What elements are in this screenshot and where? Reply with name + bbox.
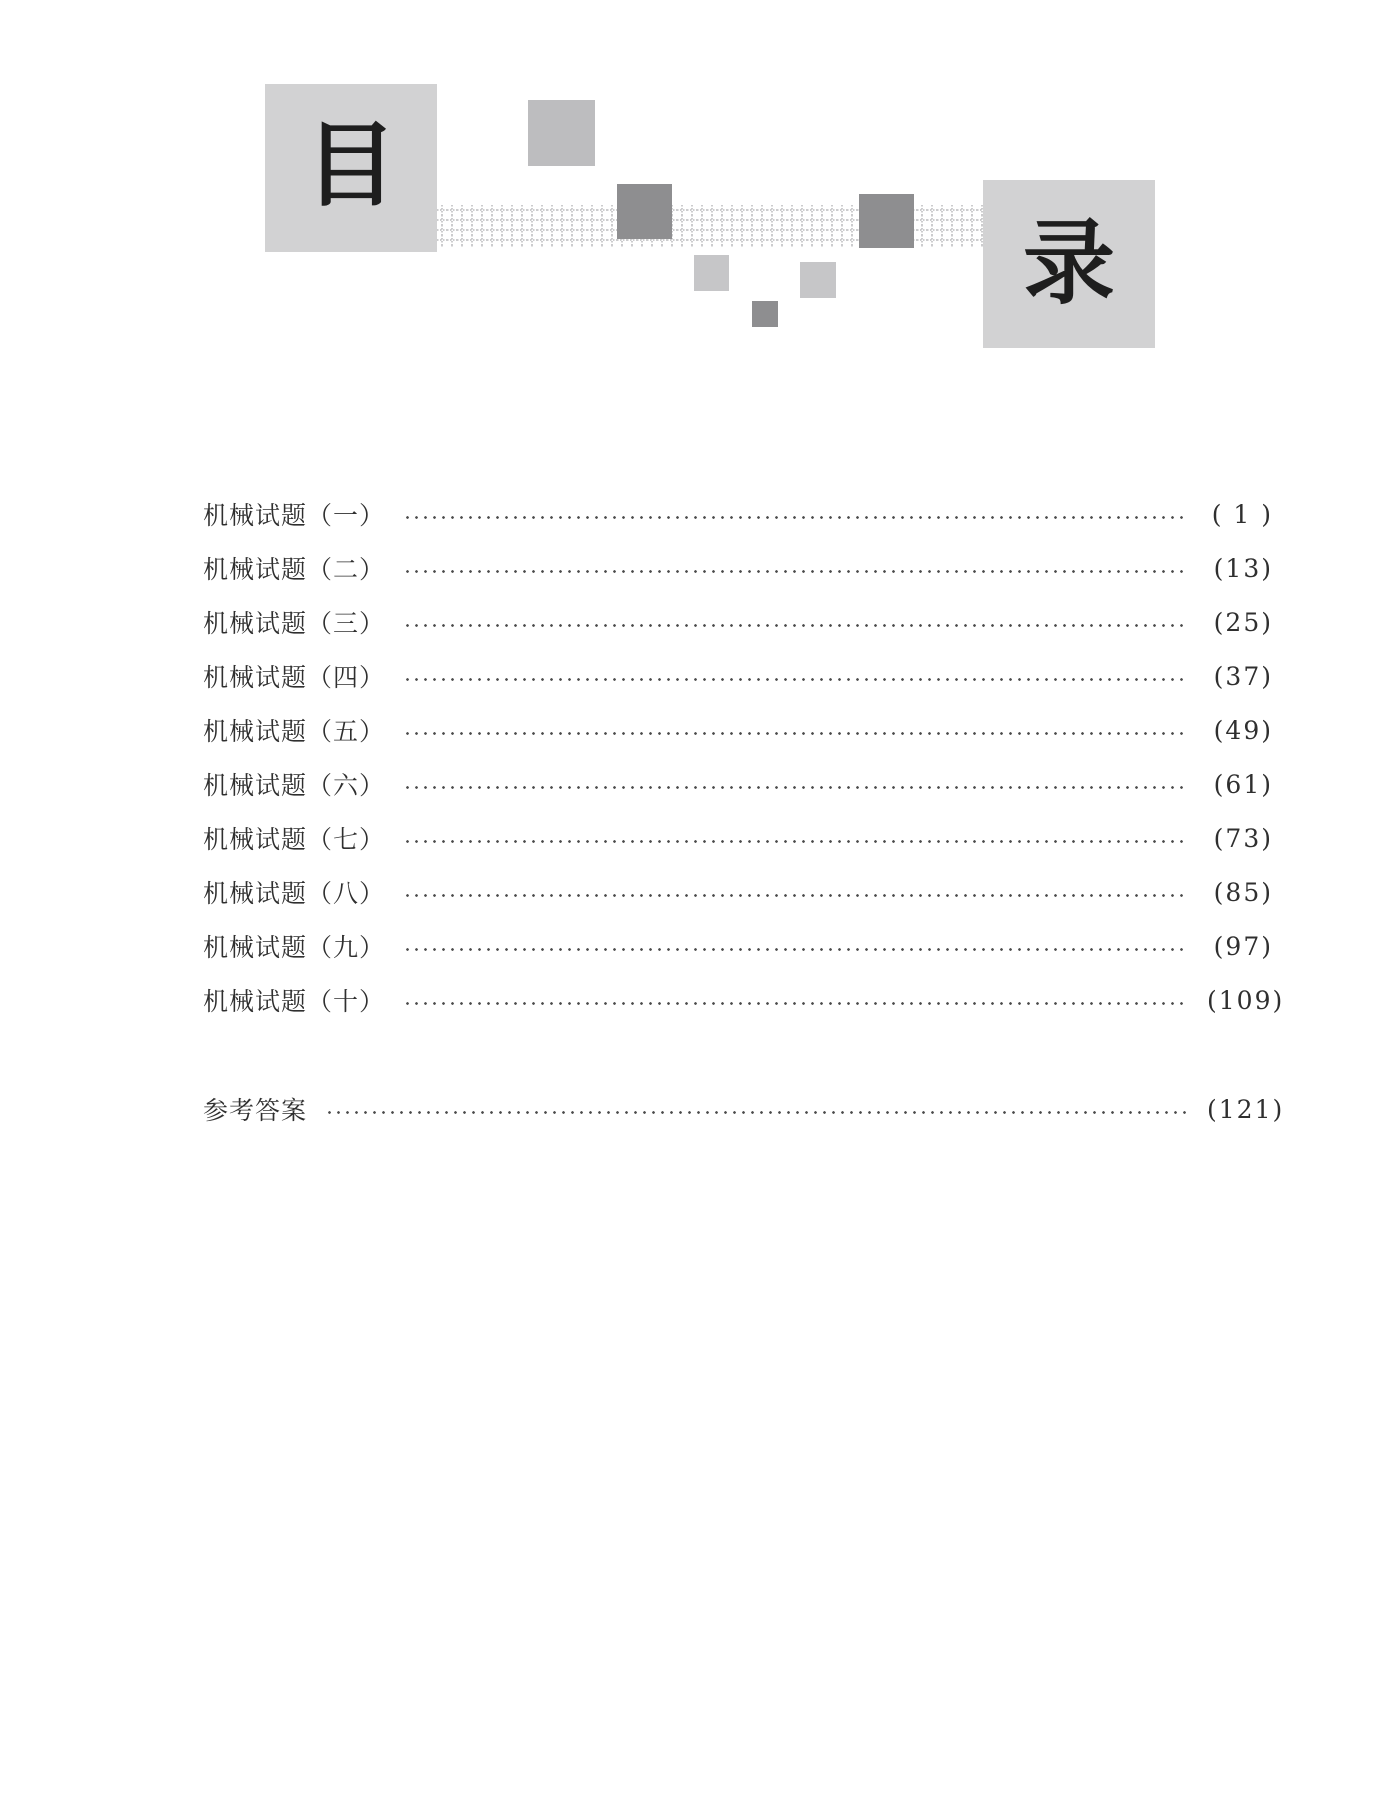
toc-entry-page: (25) — [1213, 607, 1273, 637]
toc-entry-title: 机械试题（六） — [203, 771, 386, 800]
toc-entry-exam-6[interactable] — [203, 757, 1273, 811]
table-of-contents — [203, 487, 1285, 1136]
dot-leader — [403, 786, 1187, 789]
toc-entry-page: ( 1 ) — [1211, 499, 1273, 529]
toc-entry-page: (97) — [1213, 931, 1273, 961]
dot-leader — [403, 840, 1187, 843]
toc-entry-exam-5[interactable] — [203, 703, 1273, 757]
toc-entry-title: 机械试题（五） — [203, 717, 386, 746]
toc-entry-exam-4[interactable] — [203, 649, 1273, 703]
toc-entry-page: (109) — [1207, 985, 1285, 1015]
toc-entry-title: 机械试题（二） — [203, 555, 386, 584]
deco-square — [752, 301, 778, 327]
toc-entry-title: 机械试题（四） — [203, 663, 386, 692]
toc-spacer — [203, 1027, 1273, 1082]
toc-entry-page: (61) — [1213, 769, 1273, 799]
toc-entry-title: 机械试题（三） — [203, 609, 386, 638]
deco-square — [859, 194, 914, 248]
toc-entry-page: (85) — [1213, 877, 1273, 907]
toc-entry-title: 机械试题（八） — [203, 879, 386, 908]
header-decoration — [0, 0, 1397, 360]
deco-square — [528, 100, 595, 166]
toc-entry-title: 机械试题（十） — [203, 987, 386, 1016]
heading-char-lu: 录 — [1022, 210, 1115, 317]
deco-square — [694, 255, 729, 291]
toc-entry-title: 机械试题（一） — [203, 501, 386, 530]
toc-entry-answers[interactable] — [203, 1082, 1285, 1136]
dot-leader — [403, 678, 1187, 681]
toc-entry-exam-8[interactable] — [203, 865, 1273, 919]
toc-entry-exam-10[interactable] — [203, 973, 1285, 1027]
dot-leader — [403, 948, 1187, 951]
toc-entry-page: (121) — [1207, 1094, 1285, 1124]
dot-leader — [403, 894, 1187, 897]
toc-entry-title: 机械试题（七） — [203, 825, 386, 854]
toc-entry-exam-7[interactable] — [203, 811, 1273, 865]
dot-leader — [403, 732, 1187, 735]
toc-entry-page: (49) — [1213, 715, 1273, 745]
toc-entry-page: (73) — [1213, 823, 1273, 853]
deco-square — [800, 262, 836, 298]
deco-square — [617, 184, 672, 239]
toc-entry-page: (13) — [1213, 553, 1273, 583]
dot-leader — [403, 570, 1187, 573]
heading-char-mu: 目 — [304, 112, 397, 219]
toc-entry-page: (37) — [1213, 661, 1273, 691]
dot-leader — [325, 1111, 1187, 1114]
toc-entry-exam-3[interactable] — [203, 595, 1273, 649]
toc-entry-title: 机械试题（九） — [203, 933, 386, 962]
toc-entry-exam-2[interactable] — [203, 541, 1273, 595]
toc-entry-exam-1[interactable] — [203, 487, 1273, 541]
toc-entry-exam-9[interactable] — [203, 919, 1273, 973]
toc-entry-title: 参考答案 — [203, 1096, 308, 1125]
dot-leader — [403, 516, 1187, 519]
dot-leader — [403, 624, 1187, 627]
dot-leader — [403, 1002, 1187, 1005]
